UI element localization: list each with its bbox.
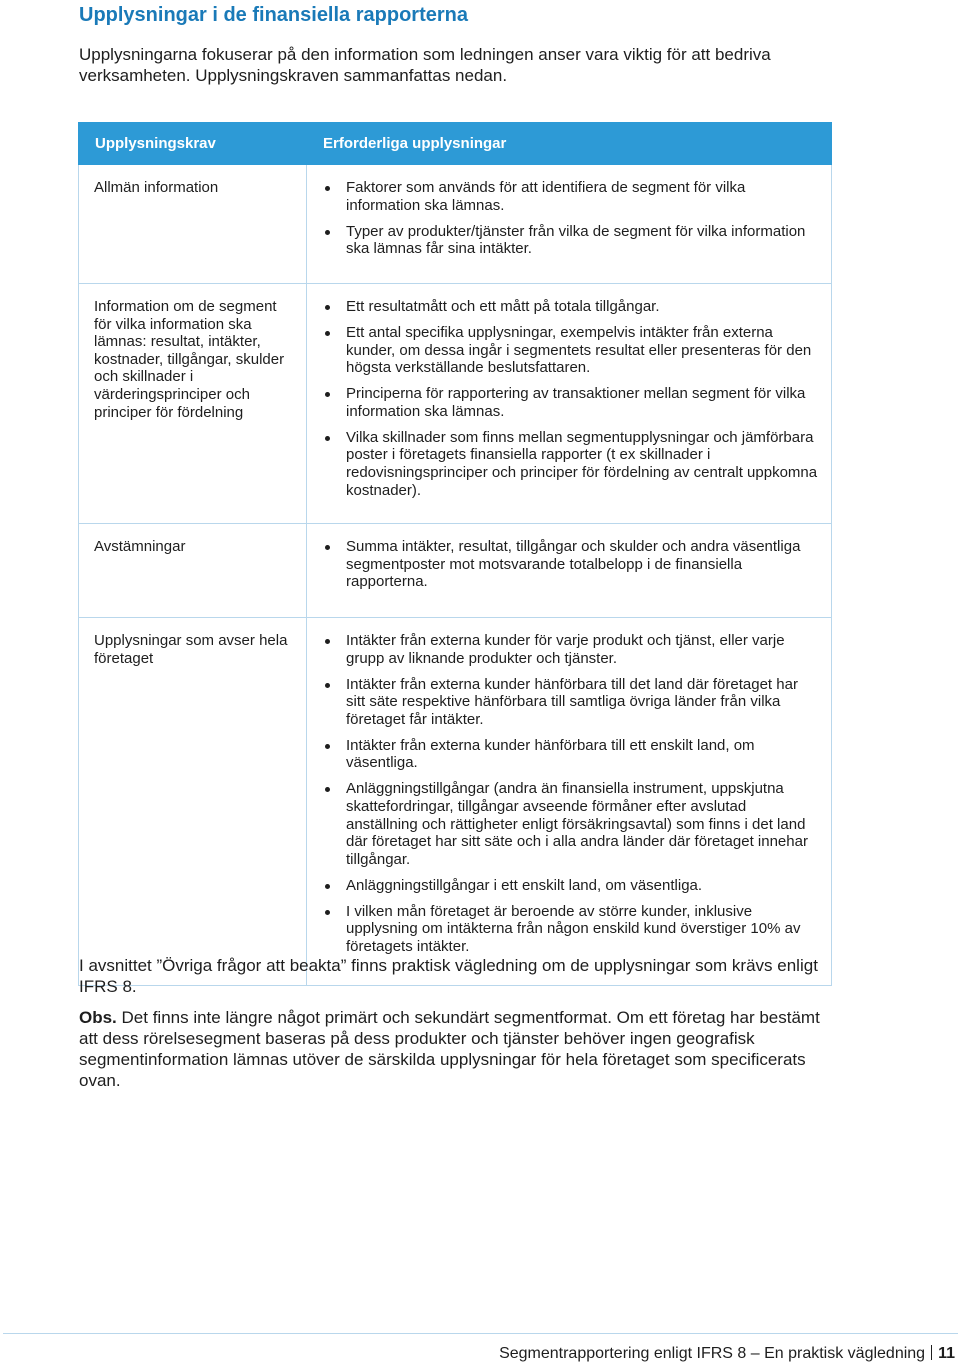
list-item: Anläggningstillgångar i ett enskilt land, om väsentliga. — [323, 877, 819, 895]
footer-separator — [931, 1345, 932, 1360]
list-item: Intäkter från externa kunder hänförbara till det land där företaget har sitt säte respektive hänförbara till samtliga övriga länder från vilka företaget får intäkter. — [323, 676, 819, 729]
list-item: Ett resultatmått och ett mått på totala tillgångar. — [323, 298, 819, 316]
list-item: I vilken mån företaget är beroende av större kunder, inklusive upplysning om intäkterna från någon enskild kund överstiger 10% av företagets intäkter. — [323, 903, 819, 956]
obs-label: Obs. — [79, 1008, 117, 1027]
row-label: Allmän information — [79, 165, 307, 284]
requirements-table — [78, 122, 832, 986]
table-header-row — [79, 123, 832, 165]
table-row — [79, 165, 832, 284]
list-item: Principerna för rapportering av transaktioner mellan segment för vilka information ska lämnas. — [323, 385, 819, 420]
table-row — [79, 618, 832, 986]
row-items — [307, 524, 832, 618]
footer-title: Segmentrapportering enligt IFRS 8 – En praktisk vägledning — [499, 1345, 926, 1362]
page-number: 11 — [938, 1345, 955, 1362]
row-label: Information om de segment för vilka information ska lämnas: resultat, intäkter, kostnader, tillgångar, skulder och skillnader i värderingsprinciper och principer för fördelning — [79, 284, 307, 524]
row-items — [307, 165, 832, 284]
footer-divider — [3, 1333, 958, 1334]
row-label: Upplysningar som avser hela företaget — [79, 618, 307, 986]
guidance-paragraph: I avsnittet ”Övriga frågor att beakta” finns praktisk vägledning om de upplysningar som krävs enligt IFRS 8. — [79, 956, 818, 996]
obs-paragraph — [79, 1007, 839, 1091]
list-item: Faktorer som används för att identifiera de segment för vilka information ska lämnas. — [323, 179, 819, 214]
header-upplysningskrav: Upplysningskrav — [79, 123, 307, 165]
page-footer — [499, 1344, 955, 1364]
row-label: Avstämningar — [79, 524, 307, 618]
intro-paragraph: Upplysningarna fokuserar på den information som ledningen anser vara viktig för att bedriva verksamheten. Upplysningskraven sammanfattas nedan. — [79, 45, 771, 85]
row-items — [307, 284, 832, 524]
list-item: Intäkter från externa kunder för varje produkt och tjänst, eller varje grupp av liknande produkter och tjänster. — [323, 632, 819, 667]
list-item: Intäkter från externa kunder hänförbara till ett enskilt land, om väsentliga. — [323, 737, 819, 772]
header-erforderliga-upplysningar: Erforderliga upplysningar — [307, 123, 832, 165]
list-item: Ett antal specifika upplysningar, exempelvis intäkter från externa kunder, om dessa ingår i segmentets resultat eller presenteras för den högsta verkställande beslutsfattaren. — [323, 324, 819, 377]
list-item: Vilka skillnader som finns mellan segmentupplysningar och jämförbara poster i företagets finansiella rapporter (t ex skillnader i redovisningsprinciper och principer för fördelning av centralt uppkomna kostnader). — [323, 429, 819, 499]
list-item: Typer av produkter/tjänster från vilka de segment för vilka information ska lämnas får sina intäkter. — [323, 223, 819, 258]
page-title: Upplysningar i de finansiella rapporterna — [79, 4, 468, 26]
row-items — [307, 618, 832, 986]
list-item: Anläggningstillgångar (andra än finansiella instrument, uppskjutna skattefordringar, tillgångar avseende förmåner efter avslutad anställning och rättigheter enligt försäkringsavtal) som finns i det land där företaget har sitt säte och i alla andra länder där företaget innehar tillgångar. — [323, 780, 819, 868]
table-row — [79, 524, 832, 618]
table-row — [79, 284, 832, 524]
list-item: Summa intäkter, resultat, tillgångar och skulder och andra väsentliga segmentposter mot motsvarande totalbelopp i de finansiella rapporterna. — [323, 538, 819, 591]
obs-text: Det finns inte längre något primärt och sekundärt segmentformat. Om ett företag har bestämt att dess rörelsesegment baseras på dess produkter och tjänster behöver ingen geografisk segmentinformation lämnas utöver de särskilda upplysningar för hela företaget som specificerats ovan. — [79, 1008, 820, 1090]
